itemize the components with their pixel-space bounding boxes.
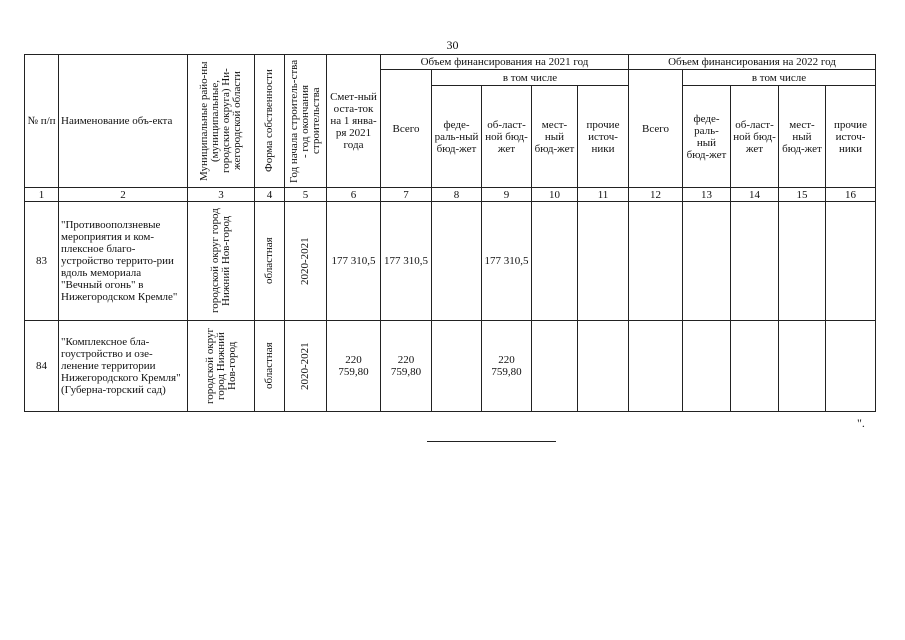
row-other-2022 <box>826 202 876 321</box>
row-years-text: 2020-2021 <box>299 237 311 285</box>
col-number: 1 <box>25 188 59 202</box>
row-years <box>285 202 327 321</box>
row-district <box>188 321 255 412</box>
row-district <box>188 202 255 321</box>
row-other-2021 <box>578 321 629 412</box>
col-number: 3 <box>188 188 255 202</box>
row-ownership-text: областная <box>263 237 275 285</box>
row-total-2021: 220 759,80 <box>381 321 432 412</box>
row-ownership-text: областная <box>263 342 275 390</box>
col-number: 15 <box>779 188 826 202</box>
col-number: 12 <box>629 188 683 202</box>
table-row <box>25 321 876 412</box>
row-federal-2021 <box>432 202 482 321</box>
row-regional-2021: 177 310,5 <box>482 202 532 321</box>
end-rule-line <box>427 441 556 442</box>
header-local-2022: мест-ный бюд-жет <box>779 86 826 188</box>
header-total-2022: Всего <box>629 70 683 188</box>
header-federal-2021: феде-раль-ный бюд-жет <box>432 86 482 188</box>
table-row <box>25 202 876 321</box>
row-federal-2022 <box>683 202 731 321</box>
financing-table <box>24 54 876 412</box>
col-number: 16 <box>826 188 876 202</box>
header-including-2021: в том числе <box>432 70 629 86</box>
header-group-2021: Объем финансирования на 2021 год <box>381 55 629 70</box>
row-total-2021: 177 310,5 <box>381 202 432 321</box>
row-local-2021 <box>532 321 578 412</box>
row-federal-2022 <box>683 321 731 412</box>
header-regional-2022: об-ласт-ной бюд-жет <box>731 86 779 188</box>
header-group-2022: Объем финансирования на 2022 год <box>629 55 876 70</box>
col-number: 13 <box>683 188 731 202</box>
col-number: 9 <box>482 188 532 202</box>
col-number: 2 <box>59 188 188 202</box>
row-local-2021 <box>532 202 578 321</box>
header-including-2022: в том числе <box>683 70 876 86</box>
row-local-2022 <box>779 321 826 412</box>
row-federal-2021 <box>432 321 482 412</box>
header-total-2021: Всего <box>381 70 432 188</box>
col-number: 5 <box>285 188 327 202</box>
col-number: 14 <box>731 188 779 202</box>
row-object-name: "Противооползневые мероприятия и ком-плексное благо-устройство террито-рии вдоль мемориала "Вечный огонь" в Нижегородском Кремле" <box>59 202 188 321</box>
row-no: 84 <box>25 321 59 412</box>
row-ownership <box>255 202 285 321</box>
col-number: 10 <box>532 188 578 202</box>
header-other-2021: прочие источ-ники <box>578 86 629 188</box>
col-number: 6 <box>327 188 381 202</box>
page-number: 30 <box>446 38 459 52</box>
row-no: 83 <box>25 202 59 321</box>
header-regional-2021: об-ласт-ной бюд-жет <box>482 86 532 188</box>
row-other-2022 <box>826 321 876 412</box>
header-balance: Смет-ный оста-ток на 1 янва-ря 2021 года <box>327 55 381 188</box>
closing-quote: ". <box>857 416 865 430</box>
header-ownership <box>255 55 285 188</box>
row-ownership <box>255 321 285 412</box>
col-number: 7 <box>381 188 432 202</box>
row-other-2021 <box>578 202 629 321</box>
row-regional-2021: 220 759,80 <box>482 321 532 412</box>
row-total-2022 <box>629 321 683 412</box>
row-district-text: городской округ город Нижний Нов-город <box>203 327 238 405</box>
col-number: 11 <box>578 188 629 202</box>
header-years <box>285 55 327 188</box>
header-district-text: Муниципальные райо-ны (муниципальные, городские округа) Ни-жегородской области <box>198 61 243 181</box>
row-object-name: "Комплексное бла-гоустройство и озе-ленение территории Нижегородского Кремля" (Губерна-торский сад) <box>59 321 188 412</box>
row-balance: 220 759,80 <box>327 321 381 412</box>
row-years-text: 2020-2021 <box>299 342 311 390</box>
header-name: Наименование объ-екта <box>59 55 188 188</box>
row-total-2022 <box>629 202 683 321</box>
row-years <box>285 321 327 412</box>
col-number: 8 <box>432 188 482 202</box>
row-district-text: городской округ город Нижний Нов-город <box>209 208 232 314</box>
header-district <box>188 55 255 188</box>
header-local-2021: мест-ный бюд-жет <box>532 86 578 188</box>
header-federal-2022: феде-раль-ный бюд-жет <box>683 86 731 188</box>
row-local-2022 <box>779 202 826 321</box>
header-no: № п/п <box>25 55 59 188</box>
col-number: 4 <box>255 188 285 202</box>
header-years-text: Год начала строитель-ства - год окончания строительства <box>288 59 322 183</box>
header-other-2022: прочие источ-ники <box>826 86 876 188</box>
header-ownership-text: Форма собственности <box>263 69 275 173</box>
row-regional-2022 <box>731 321 779 412</box>
row-regional-2022 <box>731 202 779 321</box>
column-number-row <box>25 188 876 202</box>
row-balance: 177 310,5 <box>327 202 381 321</box>
